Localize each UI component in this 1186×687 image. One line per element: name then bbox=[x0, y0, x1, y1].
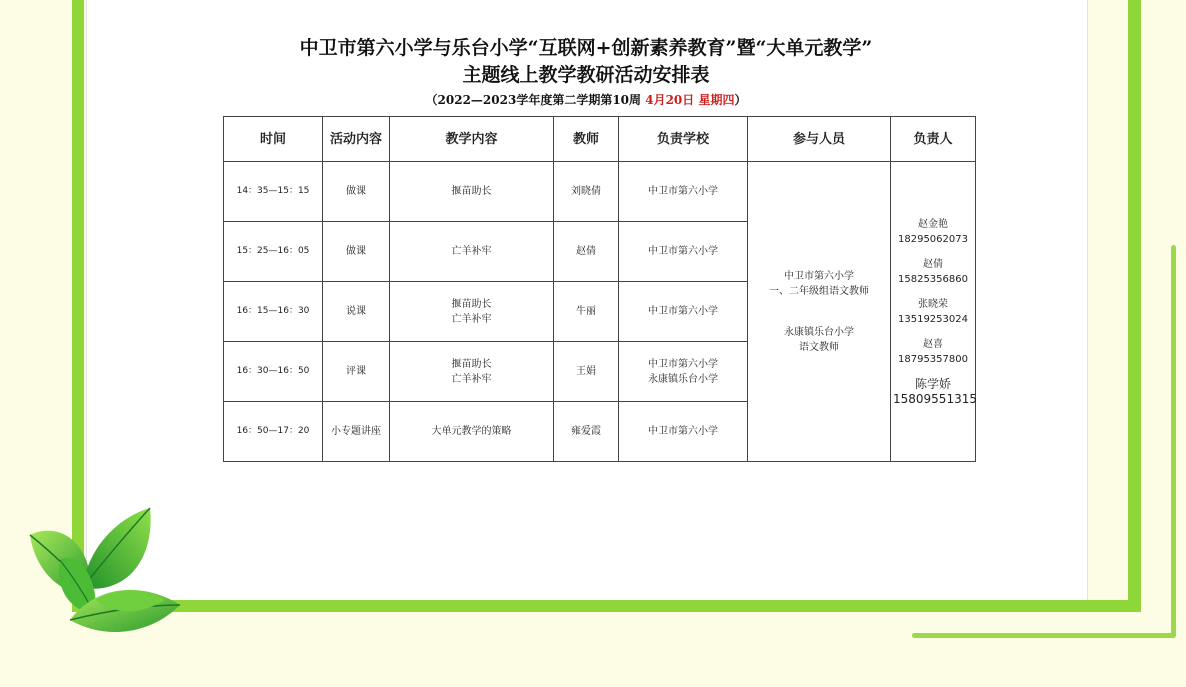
school-cell bbox=[619, 342, 748, 402]
content-line: 亡羊补牢 bbox=[451, 373, 492, 385]
document-subtitle bbox=[86, 91, 1086, 108]
content-cell bbox=[390, 282, 554, 342]
column-header-leader: 负责人 bbox=[891, 117, 976, 162]
participants-line: 一、二年级组语文教师 bbox=[769, 285, 869, 297]
subtitle-date: 4月20日 星期四 bbox=[645, 93, 735, 107]
column-header-activity: 活动内容 bbox=[323, 117, 390, 162]
table-header-row bbox=[224, 117, 976, 162]
leaders-cell bbox=[891, 162, 976, 462]
document-title: 中卫市第六小学与乐台小学“互联网+创新素养教育”暨“大单元教学” bbox=[299, 37, 873, 59]
content-cell bbox=[390, 402, 554, 462]
school-cell bbox=[619, 162, 748, 222]
column-header-time: 时间 bbox=[224, 117, 323, 162]
leader-name: 陈学娇 bbox=[914, 376, 951, 391]
column-header-teacher: 教师 bbox=[554, 117, 619, 162]
leader-name: 赵金艳 bbox=[918, 218, 948, 230]
leader-name: 赵倩 bbox=[923, 258, 943, 270]
school-line: 中卫市第六小学 bbox=[648, 186, 718, 197]
participants-line: 永康镇乐台小学 bbox=[784, 326, 854, 338]
leaves-icon bbox=[20, 500, 190, 650]
column-header-school: 负责学校 bbox=[619, 117, 748, 162]
content-line: 大单元教学的策略 bbox=[431, 426, 512, 437]
activity-cell: 评课 bbox=[323, 342, 390, 402]
teacher-cell: 雍爱霞 bbox=[554, 402, 619, 462]
content-line: 亡羊补牢 bbox=[451, 313, 492, 325]
content-line: 揠苗助长 bbox=[451, 358, 492, 370]
activity-cell: 小专题讲座 bbox=[323, 402, 390, 462]
teacher-cell: 王娟 bbox=[554, 342, 619, 402]
school-line: 中卫市第六小学 bbox=[648, 306, 718, 317]
schedule-table bbox=[223, 116, 976, 462]
content-line: 亡羊补牢 bbox=[451, 246, 492, 257]
school-line: 中卫市第六小学 bbox=[648, 426, 718, 437]
frame-right-bar bbox=[1128, 0, 1141, 612]
time-cell: 16：30—16：50 bbox=[224, 342, 323, 402]
participants-line: 语文教师 bbox=[799, 341, 839, 353]
frame-outer-bottom-line bbox=[912, 633, 1176, 638]
time-cell: 16：50—17：20 bbox=[224, 402, 323, 462]
subtitle-prefix: （2022—2023学年度第二学期第10周 bbox=[425, 93, 646, 107]
leader-phone: 15809551315 bbox=[893, 391, 977, 406]
leader-name: 张晓荣 bbox=[918, 298, 948, 310]
content-cell bbox=[390, 162, 554, 222]
leader-name: 赵喜 bbox=[923, 338, 943, 350]
participants-line: 中卫市第六小学 bbox=[784, 270, 854, 282]
school-line: 永康镇乐台小学 bbox=[648, 373, 718, 385]
teacher-cell: 赵倩 bbox=[554, 222, 619, 282]
content-line: 揠苗助长 bbox=[451, 186, 492, 197]
column-header-participants: 参与人员 bbox=[748, 117, 891, 162]
activity-cell: 做课 bbox=[323, 222, 390, 282]
frame-bottom-bar bbox=[72, 600, 1141, 612]
school-line: 中卫市第六小学 bbox=[648, 246, 718, 257]
time-cell: 16：15—16：30 bbox=[224, 282, 323, 342]
time-cell: 14：35—15：15 bbox=[224, 162, 323, 222]
leader-phone: 18795357800 bbox=[898, 353, 968, 365]
table-row bbox=[224, 162, 976, 222]
activity-cell: 说课 bbox=[323, 282, 390, 342]
school-cell bbox=[619, 222, 748, 282]
time-cell: 15：25—16：05 bbox=[224, 222, 323, 282]
content-cell bbox=[390, 222, 554, 282]
teacher-cell: 刘晓倩 bbox=[554, 162, 619, 222]
content-line: 揠苗助长 bbox=[451, 298, 492, 310]
school-line: 中卫市第六小学 bbox=[648, 358, 718, 370]
participants-cell bbox=[748, 162, 891, 462]
frame-outer-right-line bbox=[1171, 245, 1176, 637]
subtitle-suffix: ） bbox=[734, 93, 747, 107]
leader-phone: 13519253024 bbox=[898, 313, 968, 325]
content-cell bbox=[390, 342, 554, 402]
school-cell bbox=[619, 282, 748, 342]
teacher-cell: 牛丽 bbox=[554, 282, 619, 342]
leader-phone: 18295062073 bbox=[898, 233, 968, 245]
leader-phone: 15825356860 bbox=[898, 273, 968, 285]
school-cell bbox=[619, 402, 748, 462]
column-header-content: 教学内容 bbox=[390, 117, 554, 162]
activity-cell: 做课 bbox=[323, 162, 390, 222]
document-title-line2: 主题线上教学教研活动安排表 bbox=[462, 64, 710, 86]
